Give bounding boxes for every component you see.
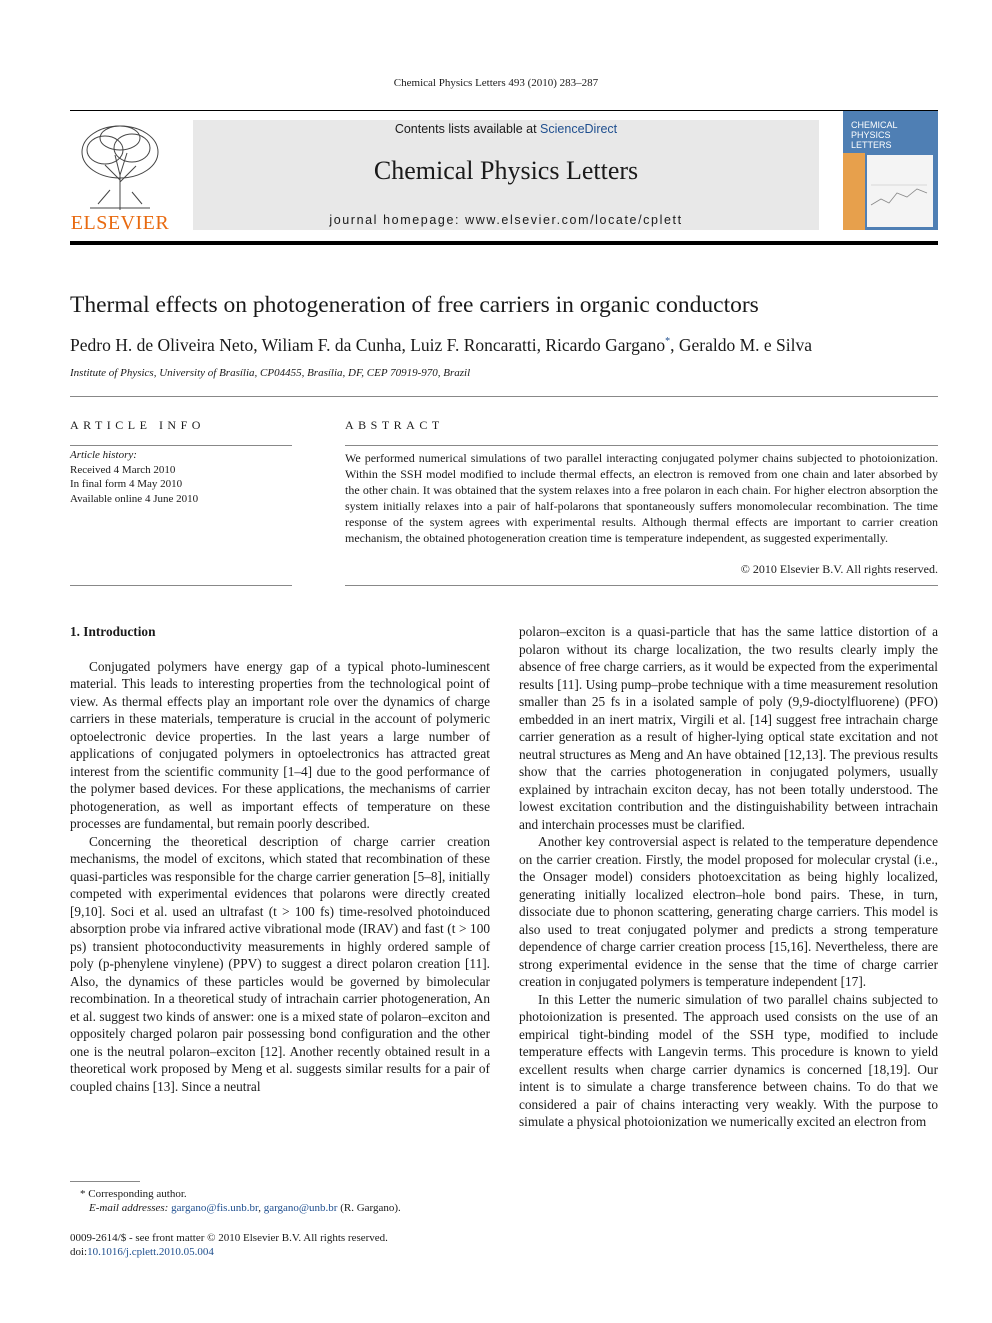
article-title: Thermal effects on photogeneration of free carriers in organic conductors (70, 292, 759, 318)
divider (70, 396, 938, 397)
paragraph: polaron–exciton is a quasi-particle that has the same lattice distortion of a polaron without its charge localization, the two results clearly imply the absence of free charge carriers, as it would be expected from the experimental results [11]. Using pump–probe technique with a time measurement resolution smaller than 25 fs in a isolated sample of poly (9,9-dioctylfluorene) (PFO) embedded in an inert matrix, Virgili et al. [14] suggest free intrachain charge carrier generation as a result of higher-lying optical state excitation and not neutral structures as Meng and An have obtained [12,13]. The previous results show that the carries photogeneration in conjugated polymers, usually explained by intrachain exciton decay, has not been totally understood. The lowest excitation contribution and the distinguishability between intrachain and interchain processes must be clarified. (519, 624, 938, 832)
corresponding-author-marker[interactable]: * (665, 336, 671, 348)
issn-line: 0009-2614/$ - see front matter © 2010 Elsevier B.V. All rights reserved. (70, 1232, 388, 1244)
received-date: Received 4 March 2010 (70, 463, 176, 476)
running-header: Chemical Physics Letters 493 (2010) 283–287 (393, 77, 599, 89)
sciencedirect-link[interactable]: ScienceDirect (540, 122, 618, 136)
doi-link[interactable]: 10.1016/j.cplett.2010.05.004 (87, 1246, 214, 1258)
article-info-heading: ARTICLE INFO (70, 418, 205, 432)
paragraph: Conjugated polymers have energy gap of a typical photo-luminescent material. This leads to interesting properties from the technological point of view. As thermal effects play an important role over the dynamics of charge carriers in these materials, temperature is crucial in the account of polymeric optoelectronic device properties. In the last years a large number of applications of conjugated polymers in optoelectronics has attracted great interest from the scientific community [1–4] due to the good performance of the polymer based devices. For these applications, the mechanisms of carrier photogeneration, as well as important effects of temperature on these processes are fundamental, but remain poorly described. (70, 658, 490, 831)
doi-label: doi: (70, 1246, 88, 1258)
paragraph: Another key controversial aspect is related to the temperature dependence on the carrier creation. Firstly, the model proposed for molecular crystal (i.e., the Onsager model) considers photoexcitation as being highly localized, generating initially localized electron–hole bond pairs. These, in turn, dissociate due to phonon scattering, generating charge carriers. This model is also used to treat conjugated polymer and predicts a strong temperature dependence of charge carrier creation process [15,16]. Nevertheless, there are strong experimental evidence in the sense that the time of charge carrier creation in conjugated polymers is temperature independent [17]. (519, 834, 938, 989)
journal-masthead (193, 120, 819, 230)
contents-prefix: Contents lists available at (394, 122, 541, 136)
email-link[interactable]: gargano@fis.unb.br (171, 1202, 259, 1214)
history-label: Article history: (70, 449, 137, 461)
divider (70, 445, 292, 446)
email-link[interactable]: gargano@unb.br (263, 1202, 338, 1214)
cover-plot-icon (867, 155, 933, 227)
email-separator: , (258, 1202, 264, 1214)
cover-title (851, 120, 898, 150)
abstract-copyright: © 2010 Elsevier B.V. All rights reserved. (740, 562, 938, 576)
journal-homepage[interactable]: journal homepage: www.elsevier.com/locate/cplett (329, 213, 683, 227)
cover-title-line: LETTERS (851, 140, 892, 150)
divider (70, 585, 292, 586)
bottom-info (70, 1231, 570, 1259)
online-date: Available online 4 June 2010 (70, 492, 199, 505)
authors-text: Pedro H. de Oliveira Neto, Wiliam F. da Cunha, Luiz F. Roncaratti, Ricardo Gargano (70, 335, 666, 355)
left-column (70, 623, 490, 1095)
divider (345, 445, 938, 446)
cover-title-line: CHEMICAL (851, 120, 898, 130)
email-suffix: (R. Gargano). (337, 1202, 401, 1214)
journal-title: Chemical Physics Letters (373, 156, 639, 185)
footnote (80, 1187, 500, 1215)
divider (345, 585, 938, 586)
authors-text-end: , Geraldo M. e Silva (670, 335, 813, 355)
paragraph: Concerning the theoretical description of charge carrier creation mechanisms, the model of excitons, which stated that recombination of these quasi-particles was responsible for the charge carrier generation [5–8], initially competed with experimental evidences that polarons were directly created [9,10]. Soci et al. used an ultrafast (t > 100 fs) time-resolved photoinduced absorption probe via infrared active vibrational mode (IRAV) and fast (t > 100 ps) transient photoconductivity measurements in highly ordered sample of poly (p-phenylene vinylene) (PPV) to suggest a direct polaron creation [11]. Also, the dynamics of these particles would be governed by bimolecular recombination. In a theoretical study of intrachain carrier photogeneration, An et al. suggest two kinds of answer: one is a mixed state of polaron–exciton and oppositely charged polaron pair possessing bond configuration and the other one is the neutral polaron–exciton [12]. Another recently obtained result in a theoretical work proposed by Meng et al. suggests similar results for a pair of coupled chains [13]. Since a neutral (70, 833, 490, 1094)
paragraph: In this Letter the numeric simulation of two parallel chains subjected to photoionization is presented. The approach used consists on the use of an empirical tight-binding model of the SSH type, modified to include temperature effects with Langevin terms. This procedure is known to yield excellent results when charge carrier dynamics is concerned [18,19]. Our intent is to simulate a charge transference between chains. To do that we considered a pair of chains interacting very weakly. With the purpose to simulate a physical photoionization we numerically excited an electron from (519, 991, 938, 1129)
section-heading: 1. Introduction (70, 624, 156, 639)
corresponding-author-note: * Corresponding author. (80, 1188, 187, 1200)
cover-graphic (867, 155, 933, 227)
cover-title-line: PHYSICS (851, 130, 891, 140)
footnote-rule (70, 1181, 140, 1182)
abstract-heading: ABSTRACT (345, 418, 444, 432)
abstract-text: We performed numerical simulations of two parallel interacting conjugated polymer chains subjected to photoionization. Within the SSH model modified to include thermal effects, an electron is removed from one chain and later absorbed by the other chain. It was obtained that the system relaxes into a free polaron in each chain. For higher electron absorption the system initially relaxes into a pair of half-polarons that spontaneously suffers monomolecular recombination. The time response of the system agrees with experimental results. Although thermal effects are important to carrier creation mechanism, the obtained photogeneration creation time is temperature independent, as suggested experimentally. (345, 451, 938, 545)
author-list (70, 335, 938, 356)
journal-cover-thumbnail[interactable] (843, 111, 938, 230)
right-column (519, 623, 938, 1131)
email-label: E-mail addresses: (89, 1202, 169, 1214)
tree-icon (70, 120, 170, 212)
article-history (70, 448, 292, 506)
affiliation: Institute of Physics, University of Brasília, CP04455, Brasília, DF, CEP 70919-970, Brazil (70, 367, 471, 379)
masthead-rule (70, 241, 938, 245)
header-rule (70, 110, 938, 111)
cover-orange-stripe (843, 153, 865, 230)
contents-line (193, 122, 819, 136)
elsevier-wordmark: ELSEVIER (70, 212, 170, 234)
final-form-date: In final form 4 May 2010 (70, 478, 183, 490)
